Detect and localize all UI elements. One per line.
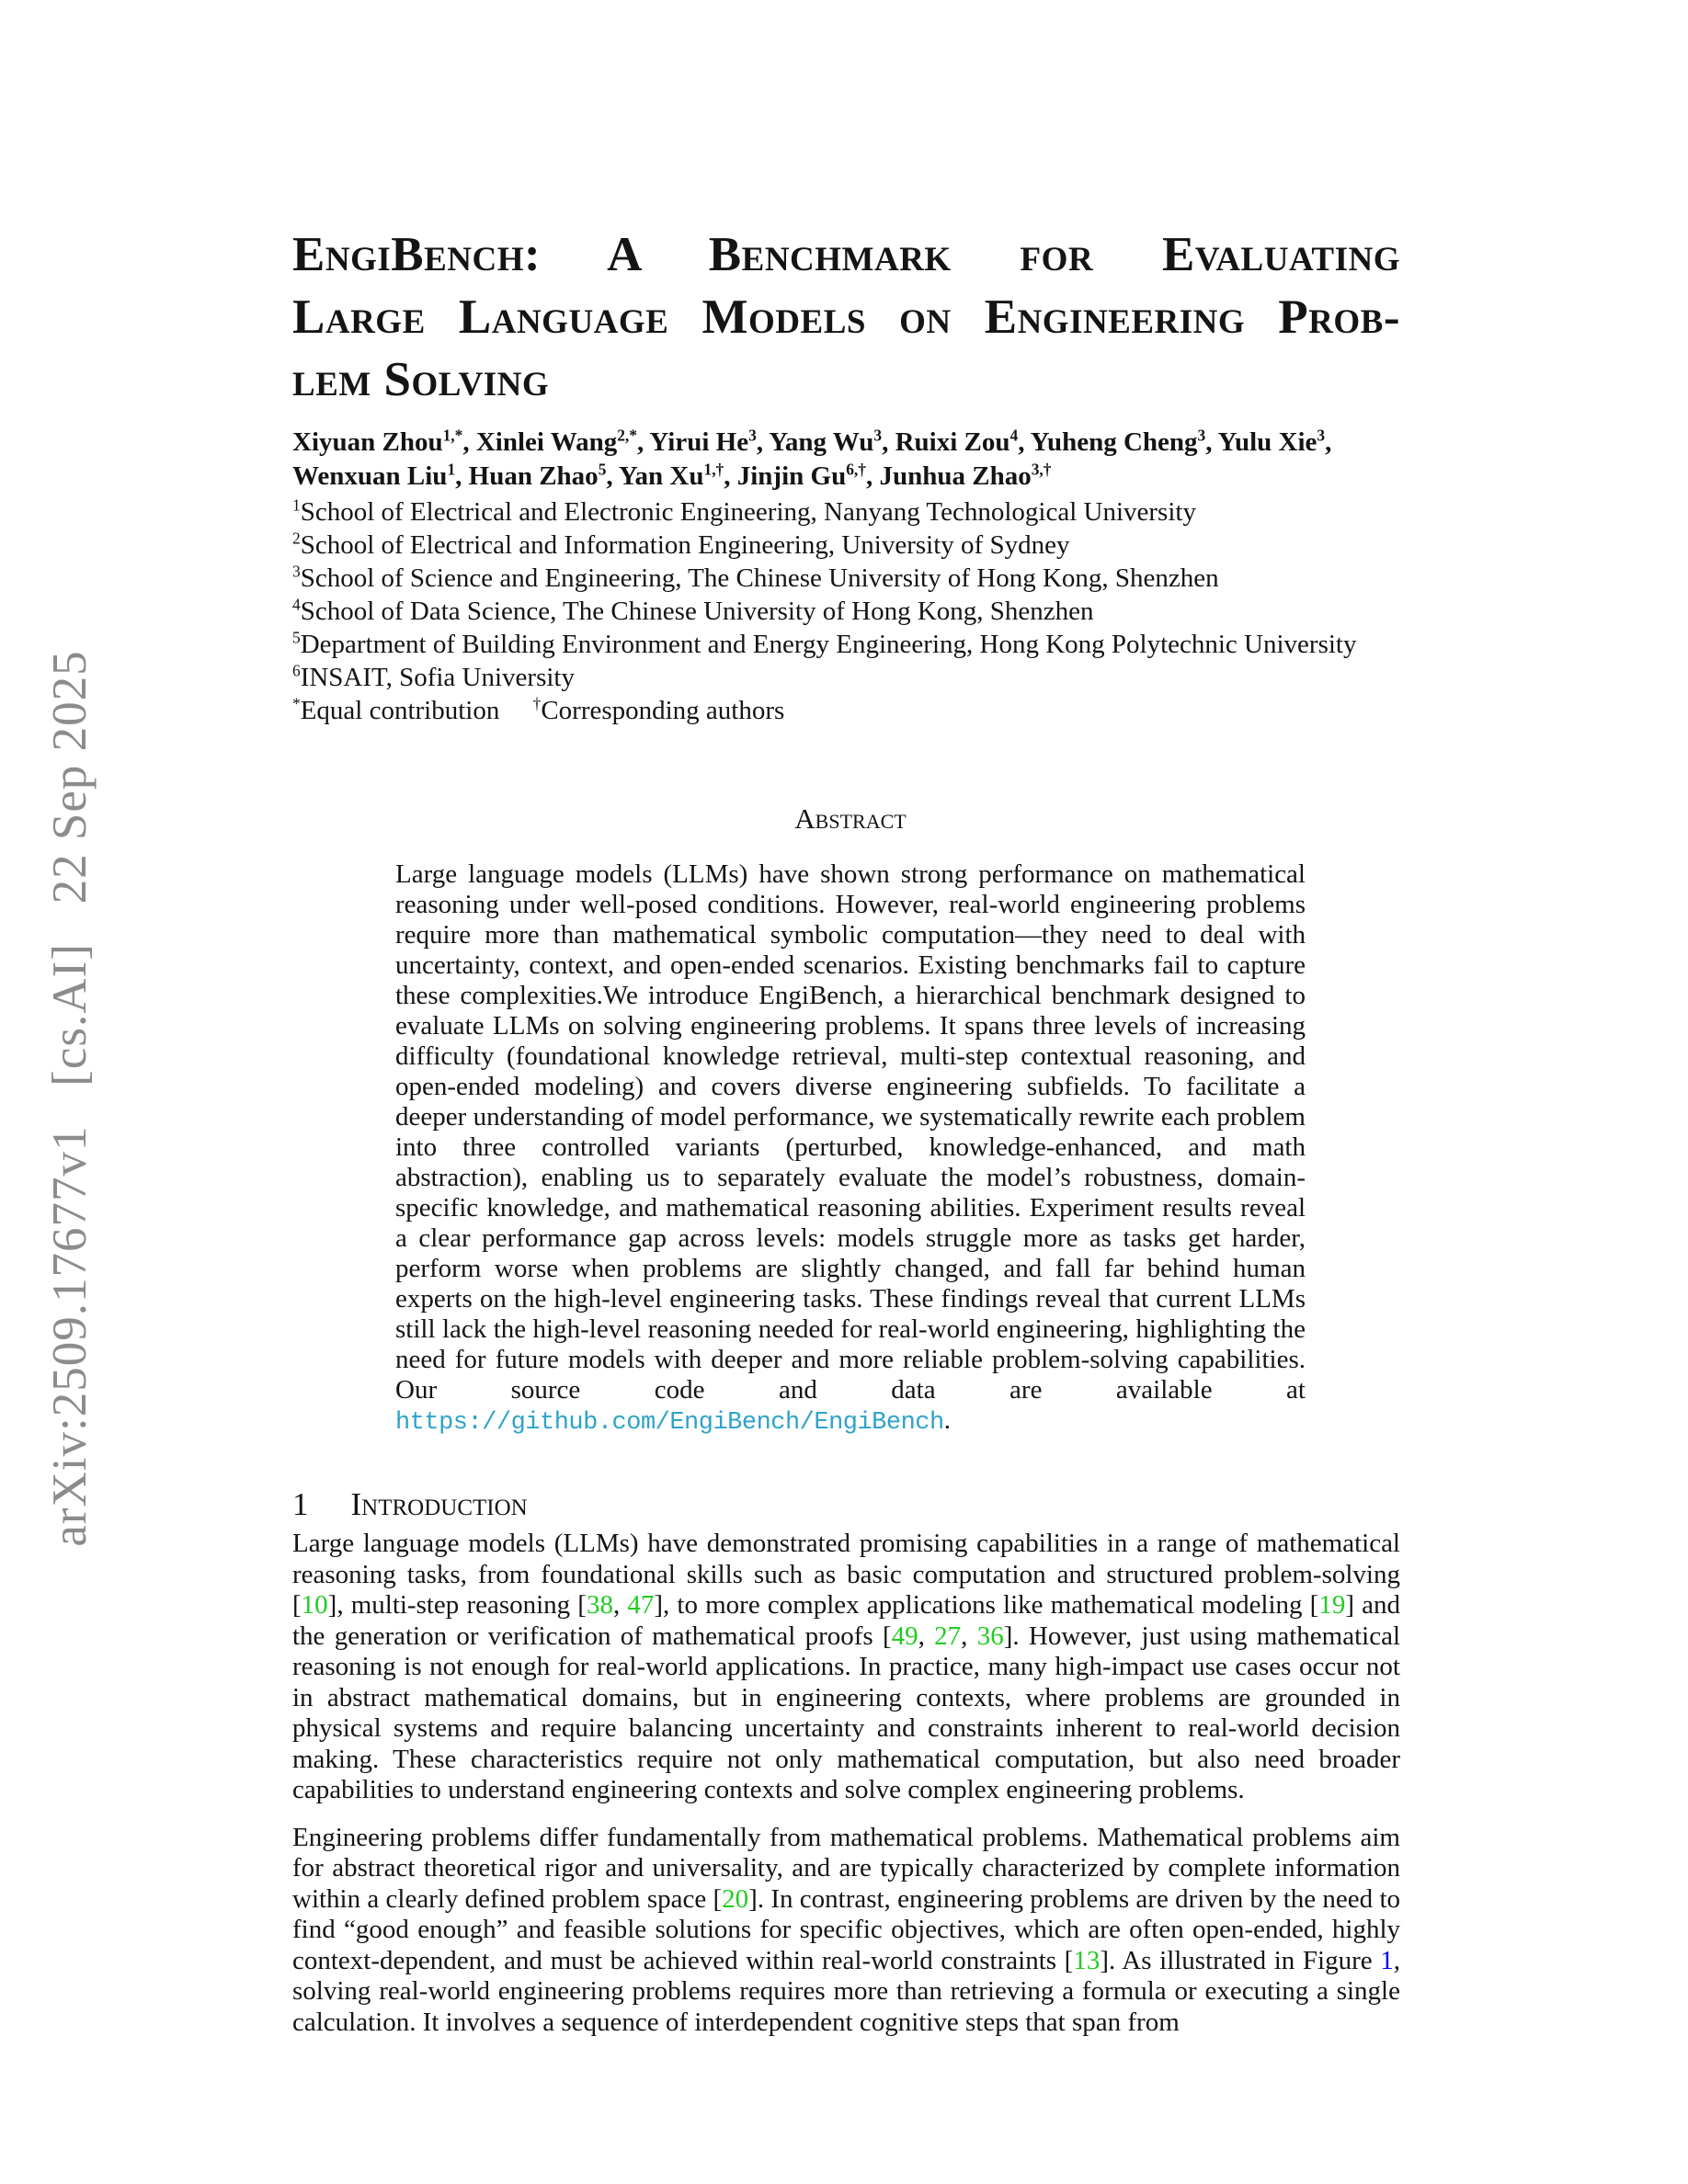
affiliations-block <box>292 495 1400 694</box>
abstract-text <box>395 859 1306 1439</box>
figure-ref-link[interactable]: 1 <box>1380 1945 1394 1975</box>
arxiv-watermark: arXiv:2509.17677v1 [cs.AI] 22 Sep 2025 <box>43 650 97 1547</box>
text-segment: Large language models (LLMs) have demonstrated promising capabilities in a range of mathematical reasoning tasks, from foundational skills such as basic computation and structured problem-solving [ <box>292 1529 1400 1620</box>
authors-line <box>292 426 1400 460</box>
text-segment: , Yirui He <box>636 427 749 457</box>
superscript-mark: 3,† <box>1031 460 1052 479</box>
text-segment: ], multi-step reasoning [ <box>327 1590 587 1620</box>
section-heading-introduction <box>292 1486 1400 1523</box>
text-segment: INSAIT, Sofia University <box>300 663 575 692</box>
superscript-mark: 1,† <box>703 460 724 479</box>
superscript-mark: 1 <box>447 460 456 479</box>
citation-link[interactable]: 20 <box>722 1883 749 1914</box>
paper-title-line: lem Solving <box>292 353 550 406</box>
intro-paragraph-2 <box>292 1823 1400 2039</box>
text-segment: Large language models (LLMs) have shown strong performance on mathematical reasoning under well-posed conditions. However, real-world engineering problems require more than mathematical symbolic computation—they need to deal with uncertainty, context, and open-ended scenarios. Existing benchmarks fail to capture these complexities.We introduce EngiBench, a hierarchical benchmark designed to evaluate LLMs on solving engineering problems. It spans three levels of increasing difficulty (foundational knowledge retrieval, multi-step contextual reasoning, and open-ended modeling) and covers diverse engineering subfields. To facilitate a deeper understanding of model performance, we systematically rewrite each problem into three controlled variants (perturbed, knowledge-enhanced, and math abstraction), enabling us to separately evaluate the model’s robustness, domain-specific knowledge, and mathematical reasoning abilities. Experiment results reveal a clear performance gap across levels: models struggle more as tasks get harder, perform worse when problems are slightly changed, and fall far behind human experts on the high-level engineering tasks. These findings reveal that current LLMs still lack the high-level reasoning needed for real-world engineering, highlighting the need for future models with deeper and more reliable problem-solving capabilities. Our source code and data are available at <box>395 859 1306 1405</box>
text-segment: , Xinlei Wang <box>462 427 618 457</box>
text-segment: Corresponding authors <box>541 696 785 725</box>
citation-link[interactable]: 27 <box>934 1621 962 1651</box>
text-segment: . <box>943 1405 951 1435</box>
text-segment: , solving real-world engineering problems requires more than retrieving a formula or executing a single calculation. It involves a sequence of interdependent cognitive steps that span from <box>292 1945 1401 2037</box>
superscript-mark: 1,* <box>442 426 463 445</box>
text-segment: ]. However, just using mathematical reasoning is not enough for real-world applications. In practice, many high-impact use cases occur not in abstract mathematical domains, but in engineering contexts, where problems are grounded in physical systems and require balancing uncertainty and constraints inherent to real-world decision making. These characteristics require not only mathematical computation, but also need broader capabilities to understand engineering contexts and solve complex engineering problems. <box>292 1621 1401 1804</box>
citation-link[interactable]: 49 <box>891 1621 918 1651</box>
superscript-mark: 3 <box>1197 426 1206 445</box>
text-segment: , Huan Zhao <box>455 461 599 491</box>
superscript-mark: 3 <box>873 426 883 445</box>
affiliation-line <box>292 529 1400 562</box>
text-segment: Xiyuan Zhou <box>292 427 443 457</box>
text-segment: , Ruixi Zou <box>882 427 1010 457</box>
text-segment: School of Science and Engineering, The Chinese University of Hong Kong, Shenzhen <box>300 563 1219 593</box>
text-segment: ] and the generation or verification of mathematical proofs [ <box>292 1590 1401 1651</box>
paper-title <box>292 223 1400 411</box>
contribution-footnote <box>292 694 1400 727</box>
abstract-heading: Abstract <box>794 802 907 835</box>
superscript-mark: 5 <box>598 460 607 479</box>
text-segment: ]. In contrast, engineering problems are driven by the need to find “good enough” and feasible solutions for specific objectives, which are often open-ended, highly context-dependent, and must be achieved within real-world constraints [ <box>292 1883 1400 1975</box>
superscript-mark: † <box>532 694 542 713</box>
superscript-mark: 4 <box>1009 426 1019 445</box>
affiliation-line <box>292 661 1400 694</box>
superscript-mark: 1 <box>292 495 301 515</box>
superscript-mark: 6,† <box>846 460 866 479</box>
text-segment: School of Data Science, The Chinese University of Hong Kong, Shenzhen <box>300 597 1094 626</box>
text-segment: Engineering problems differ fundamentally from mathematical problems. Mathematical problems aim for abstract theoretical rigor and universality, and are typically characterized by complete information within a clearly defined problem space [ <box>292 1822 1400 1914</box>
text-segment: , Yulu Xie <box>1205 427 1317 457</box>
citation-link[interactable]: 36 <box>976 1621 1004 1651</box>
text-segment: ]. As illustrated in Figure <box>1100 1945 1381 1975</box>
authors-line <box>292 460 1400 494</box>
superscript-mark: 3 <box>1317 426 1326 445</box>
superscript-mark: 2 <box>292 529 301 548</box>
text-segment: , <box>918 1621 935 1651</box>
text-segment: School of Electrical and Information Engineering, University of Sydney <box>300 530 1070 560</box>
affiliation-line <box>292 562 1400 595</box>
paper-title-line: Large Language Models on Engineering Prob- <box>292 290 1400 344</box>
superscript-mark: 2,* <box>617 426 637 445</box>
superscript-mark: 5 <box>292 628 301 647</box>
text-segment: Equal contribution <box>300 696 500 725</box>
citation-link[interactable]: 10 <box>301 1590 328 1620</box>
text-segment: , Yang Wu <box>756 427 874 457</box>
superscript-mark: 6 <box>292 661 301 680</box>
affiliation-line <box>292 595 1400 628</box>
superscript-mark: 4 <box>292 595 301 614</box>
citation-link[interactable]: 38 <box>586 1590 613 1620</box>
affiliation-line <box>292 628 1400 661</box>
text-segment: , Jinjin Gu <box>724 461 847 491</box>
citation-link[interactable]: 47 <box>627 1590 655 1620</box>
superscript-mark: 3 <box>748 426 757 445</box>
text-segment: , Junhua Zhao <box>865 461 1032 491</box>
text-segment: Department of Building Environment and Energy Engineering, Hong Kong Polytechnic University <box>300 630 1357 659</box>
affiliation-line <box>292 495 1400 529</box>
text-segment: ], to more complex applications like mathematical modeling [ <box>654 1590 1319 1620</box>
text-segment: School of Electrical and Electronic Engineering, Nanyang Technological University <box>300 497 1196 527</box>
text-segment: , <box>961 1621 977 1651</box>
superscript-mark: 3 <box>292 562 301 581</box>
section-number: 1 <box>292 1486 309 1522</box>
paper-content <box>292 223 1400 2038</box>
text-segment <box>499 696 532 725</box>
text-segment: , Yan Xu <box>606 461 704 491</box>
section-label: Introduction <box>350 1486 528 1522</box>
citation-link[interactable]: 13 <box>1073 1945 1101 1975</box>
intro-paragraph-1 <box>292 1529 1400 1806</box>
text-segment: , Yuheng Cheng <box>1018 427 1198 457</box>
text-segment: , <box>1325 427 1332 457</box>
text-segment: Wenxuan Liu <box>292 461 448 491</box>
text-segment: , <box>612 1590 628 1620</box>
citation-link[interactable]: 19 <box>1318 1590 1346 1620</box>
authors-block <box>292 426 1400 494</box>
paper-title-line: EngiBench: A Benchmark for Evaluating <box>292 228 1400 281</box>
url-link[interactable]: https://github.com/EngiBench/EngiBench <box>395 1409 944 1437</box>
superscript-mark: * <box>292 694 301 713</box>
